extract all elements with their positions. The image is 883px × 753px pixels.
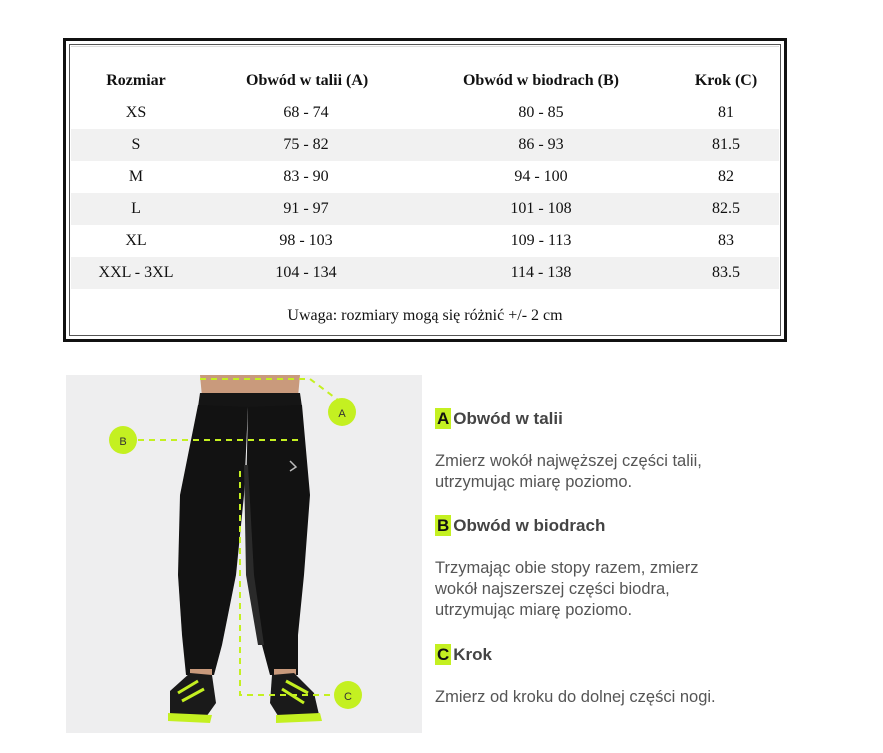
instruction-line: wokół najszerszej części biodra, bbox=[435, 580, 670, 598]
header-waist: Obwód w talii (A) bbox=[246, 72, 369, 89]
leggings-illustration bbox=[66, 375, 422, 733]
instruction-line: Zmierz od kroku do dolnej części nogi. bbox=[435, 688, 716, 706]
right-leg bbox=[246, 405, 310, 675]
cell-hips: 114 - 138 bbox=[510, 264, 572, 281]
table-row bbox=[71, 161, 779, 193]
waistband bbox=[198, 393, 302, 407]
cell-size: S bbox=[131, 136, 141, 153]
instruction-hips-text bbox=[435, 558, 855, 621]
marker-c-label: C bbox=[344, 691, 352, 703]
instruction-waist-title: Obwód w talii bbox=[453, 408, 563, 428]
cell-size: XL bbox=[125, 232, 147, 249]
instruction-line: Zmierz wokół najwęższej części talii, bbox=[435, 452, 702, 470]
instruction-inseam-title: Krok bbox=[453, 644, 493, 664]
table-header-row bbox=[71, 65, 779, 97]
instruction-waist-text bbox=[435, 451, 855, 493]
cell-waist: 104 - 134 bbox=[275, 264, 337, 281]
cell-waist: 75 - 82 bbox=[283, 136, 329, 153]
instruction-inseam-heading bbox=[435, 644, 855, 665]
header-hips: Obwód w biodrach (B) bbox=[462, 72, 620, 89]
cell-size: L bbox=[131, 200, 141, 217]
table-row bbox=[71, 257, 779, 289]
table-row bbox=[71, 97, 779, 129]
instruction-waist-letter: A bbox=[437, 409, 450, 428]
header-size: Rozmiar bbox=[106, 72, 166, 89]
instruction-hips-heading bbox=[435, 515, 855, 536]
marker-b-label: B bbox=[119, 436, 127, 448]
cell-hips: 94 - 100 bbox=[514, 168, 568, 185]
header-inseam: Krok (C) bbox=[694, 72, 758, 89]
instruction-waist bbox=[435, 408, 855, 493]
size-note: Uwaga: rozmiary mogą się różnić +/- 2 cm bbox=[287, 307, 563, 324]
instruction-inseam-text bbox=[435, 687, 855, 708]
instruction-hips-title: Obwód w biodrach bbox=[453, 515, 606, 535]
instruction-inseam-letter: C bbox=[437, 645, 450, 664]
instruction-line: utrzymując miarę poziomo. bbox=[435, 601, 633, 619]
cell-waist: 98 - 103 bbox=[279, 232, 333, 249]
instruction-inseam bbox=[435, 644, 855, 708]
instruction-hips bbox=[435, 515, 855, 621]
table-row bbox=[71, 129, 779, 161]
cell-size: XXL - 3XL bbox=[98, 264, 174, 281]
cell-inseam: 81 bbox=[718, 104, 734, 121]
instruction-waist-heading bbox=[435, 408, 855, 429]
cell-hips: 86 - 93 bbox=[518, 136, 564, 153]
table-row bbox=[71, 225, 779, 257]
cell-waist: 91 - 97 bbox=[283, 200, 329, 217]
cell-inseam: 81.5 bbox=[712, 136, 740, 153]
instruction-line: utrzymując miarę poziomo. bbox=[435, 473, 633, 491]
cell-size: XS bbox=[125, 104, 147, 121]
cell-hips: 109 - 113 bbox=[510, 232, 572, 249]
cell-waist: 83 - 90 bbox=[283, 168, 329, 185]
cell-size: M bbox=[128, 168, 144, 185]
marker-a-label: A bbox=[338, 408, 346, 420]
leggings-measurement-photo bbox=[66, 375, 422, 733]
instruction-line: Trzymając obie stopy razem, zmierz bbox=[435, 559, 699, 577]
cell-inseam: 83 bbox=[718, 232, 734, 249]
table-top-rule bbox=[71, 46, 779, 47]
cell-hips: 80 - 85 bbox=[518, 104, 564, 121]
table-row bbox=[71, 193, 779, 225]
cell-waist: 68 - 74 bbox=[283, 104, 329, 121]
instruction-hips-letter: B bbox=[437, 516, 450, 535]
cell-inseam: 82 bbox=[718, 168, 734, 185]
cell-inseam: 83.5 bbox=[712, 264, 740, 281]
left-leg bbox=[178, 405, 248, 675]
cell-inseam: 82.5 bbox=[712, 200, 740, 217]
cell-hips: 101 - 108 bbox=[510, 200, 572, 217]
size-table bbox=[63, 38, 787, 342]
